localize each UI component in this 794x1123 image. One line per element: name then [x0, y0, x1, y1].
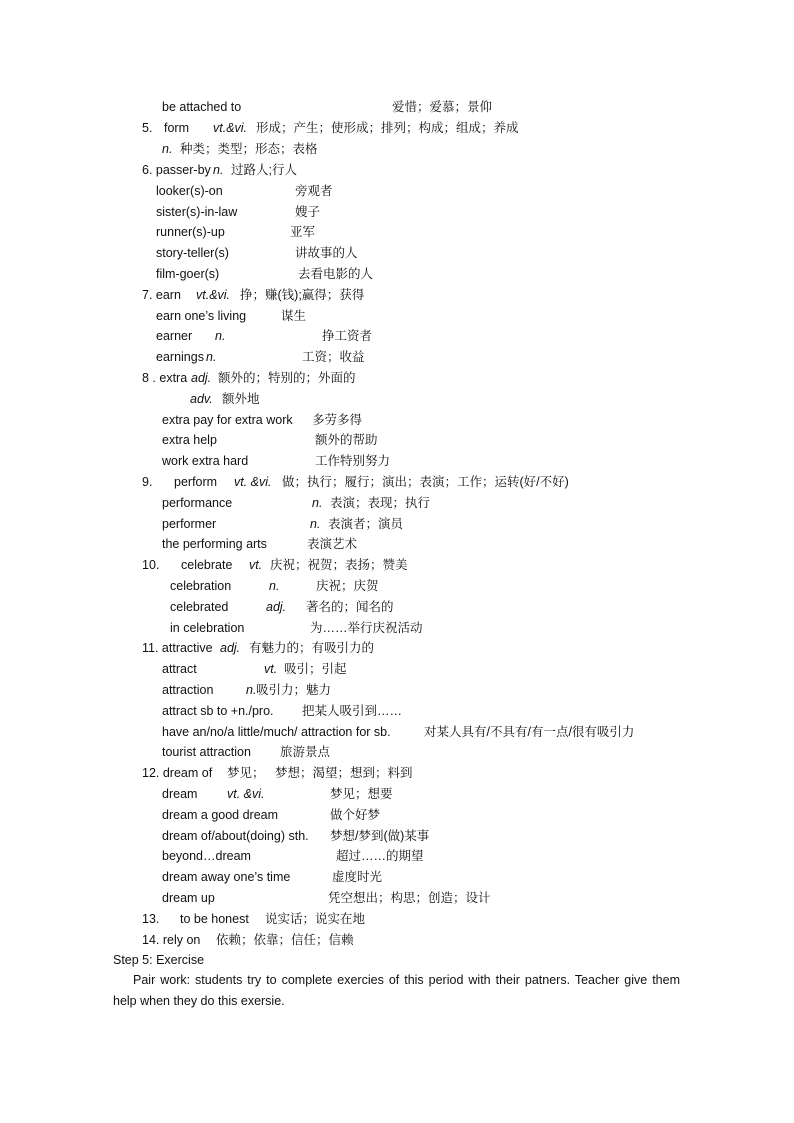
definition: 超过……的期望	[336, 849, 424, 863]
part-of-speech: vt.&vi.	[196, 288, 231, 302]
definition: 梦见；想要	[330, 787, 393, 801]
term: perform	[174, 475, 218, 489]
definition: 把某人吸引到……	[302, 704, 403, 718]
term: attract	[162, 662, 197, 676]
term: celebrate	[181, 558, 233, 572]
term: celebration	[170, 579, 232, 593]
definition: 工作特别努力	[315, 454, 391, 468]
term: work extra hard	[162, 454, 249, 468]
definition: 挣工资者	[322, 329, 373, 343]
definition: 形成；产生；使形成；排列；构成；组成；养成	[256, 121, 519, 135]
term: celebrated	[170, 600, 229, 614]
term: 11. attractive	[142, 641, 213, 655]
definition: 为……举行庆祝活动	[310, 621, 423, 635]
definition: 讲故事的人	[295, 246, 358, 260]
part-of-speech: vt. &vi.	[234, 475, 272, 489]
definition: 虚度时光	[332, 870, 383, 884]
definition: 挣；赚(钱);赢得；获得	[240, 288, 365, 302]
definition: 去看电影的人	[298, 267, 374, 281]
step-paragraph	[113, 970, 680, 1012]
term: dream of/about(doing) sth.	[162, 829, 309, 843]
term: dream up	[162, 891, 215, 905]
term: be attached to	[162, 100, 242, 114]
part-of-speech: vt. &vi.	[227, 787, 265, 801]
part-of-speech: n.	[246, 683, 257, 697]
term: dream a good dream	[162, 808, 279, 822]
term: film-goer(s)	[156, 267, 220, 281]
part-of-speech: adj.	[191, 371, 212, 385]
part-of-speech: n.	[162, 142, 173, 156]
definition: 亚军	[290, 225, 316, 239]
definition: 表演艺术	[307, 537, 358, 551]
term: earn one’s living	[156, 309, 247, 323]
part-of-speech: n.	[312, 496, 323, 510]
term: earnings	[156, 350, 204, 364]
part-of-speech: adj.	[220, 641, 241, 655]
definition: 庆祝；庆贺	[316, 579, 379, 593]
definition: 爱惜；爱慕；景仰	[392, 100, 493, 114]
term: extra help	[162, 433, 217, 447]
term: looker(s)-on	[156, 184, 223, 198]
definition: 额外地	[222, 392, 260, 406]
definition: 做；执行；履行；演出；表演；工作；运转(好/不好)	[282, 475, 569, 489]
definition: 梦想；渴望；想到；料到	[275, 766, 413, 780]
part-of-speech: n.	[310, 517, 321, 531]
definition: 过路人;行人	[231, 163, 297, 177]
definition: 说实话；说实在地	[265, 912, 366, 926]
item-number: 9.	[142, 475, 153, 489]
definition: 吸引；引起	[284, 662, 347, 676]
term: extra pay for extra work	[162, 413, 293, 427]
part-of-speech: n.	[206, 350, 217, 364]
part-of-speech: vt.	[249, 558, 263, 572]
step-paragraph-text: Pair work: students try to complete exercies of this period with their patners. Teacher give them help when they do this exersie.	[113, 973, 680, 1008]
term: 7. earn	[142, 288, 181, 302]
term: have an/no/a little/much/ attraction for sb.	[162, 725, 391, 739]
term: 14. rely on	[142, 933, 201, 947]
item-number: 5.	[142, 121, 153, 135]
definition: 旅游景点	[280, 745, 331, 759]
term: dream away one’s time	[162, 870, 291, 884]
definition: 额外的帮助	[315, 433, 378, 447]
part-of-speech: n.	[213, 163, 224, 177]
definition: 多劳多得	[312, 413, 363, 427]
term: attraction	[162, 683, 214, 697]
definition: 表演；表现；执行	[330, 496, 431, 510]
term: 6. passer-by	[142, 163, 211, 177]
definition: 嫂子	[295, 205, 321, 219]
definition: 做个好梦	[330, 808, 381, 822]
definition: 谋生	[281, 309, 307, 323]
term: beyond…dream	[162, 849, 251, 863]
part-of-speech: adj.	[266, 600, 287, 614]
definition: 梦想/梦到(做)某事	[330, 829, 430, 843]
part-of-speech: vt.	[264, 662, 278, 676]
term: story-teller(s)	[156, 246, 229, 260]
term: to be honest	[180, 912, 249, 926]
item-number: 10.	[142, 558, 160, 572]
part-of-speech: vt.&vi.	[213, 121, 248, 135]
step-heading: Step 5: Exercise	[113, 953, 205, 967]
definition: 额外的；特别的；外面的	[218, 371, 356, 385]
term: 12. dream of	[142, 766, 213, 780]
term: attract sb to +n./pro.	[162, 704, 274, 718]
term: the performing arts	[162, 537, 267, 551]
item-number: 13.	[142, 912, 160, 926]
term: tourist attraction	[162, 745, 251, 759]
definition: 有魅力的；有吸引力的	[249, 641, 375, 655]
definition: 表演者；演员	[328, 517, 404, 531]
term: performer	[162, 517, 217, 531]
definition: 庆祝；祝贺；表扬；赞美	[270, 558, 408, 572]
definition: 著名的；闻名的	[306, 600, 394, 614]
term: 8 . extra	[142, 371, 188, 385]
definition: 种类；类型；形态；表格	[180, 142, 318, 156]
term: earner	[156, 329, 193, 343]
definition: 对某人具有/不具有/有一点/很有吸引力	[424, 725, 635, 739]
definition: 旁观者	[295, 184, 333, 198]
part-of-speech: adv.	[190, 392, 213, 406]
part-of-speech: n.	[215, 329, 226, 343]
definition: 凭空想出；构思；创造；设计	[328, 891, 491, 905]
term: runner(s)-up	[156, 225, 225, 239]
definition: 工资；收益	[302, 350, 365, 364]
part-of-speech: n.	[269, 579, 280, 593]
term: dream	[162, 787, 198, 801]
definition: 梦见；	[227, 766, 265, 780]
term: in celebration	[170, 621, 245, 635]
definition: 吸引力；魅力	[256, 683, 332, 697]
definition: 依赖；依靠；信任；信赖	[216, 933, 354, 947]
term: sister(s)-in-law	[156, 205, 238, 219]
term: form	[164, 121, 189, 135]
term: performance	[162, 496, 233, 510]
